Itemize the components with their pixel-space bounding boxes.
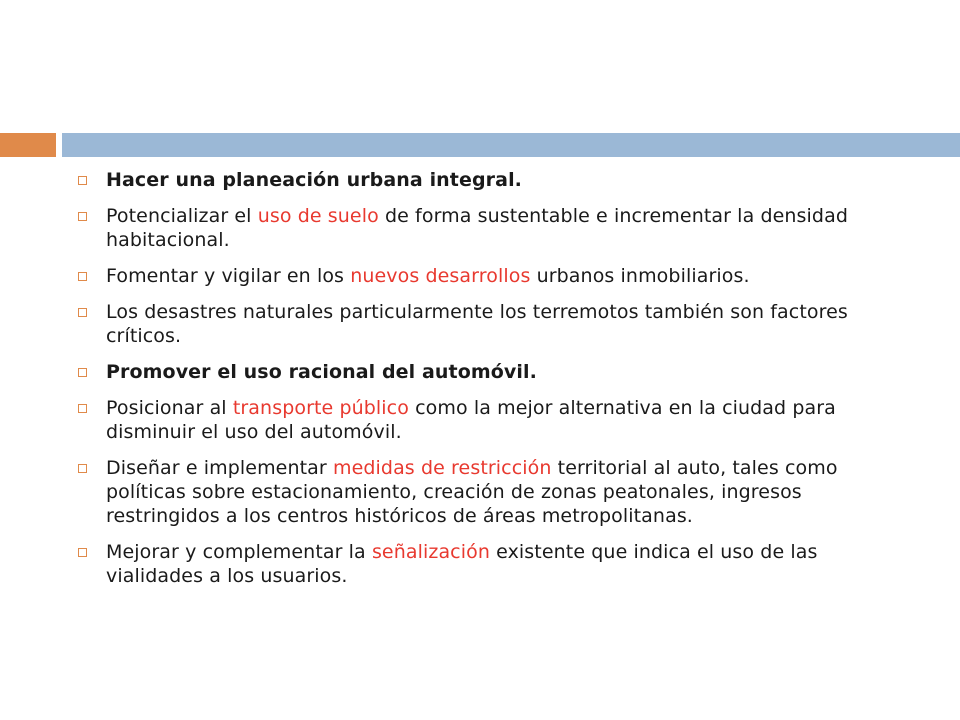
bullet-item bbox=[76, 540, 896, 588]
square-bullet-icon bbox=[78, 368, 87, 377]
bullet-item bbox=[76, 168, 896, 192]
bullet-list bbox=[76, 168, 896, 600]
bullet-text-after: como la mejor alternativa en la ciudad para disminuir el uso del automóvil. bbox=[106, 397, 836, 443]
bullet-item bbox=[76, 396, 896, 444]
square-bullet-icon bbox=[78, 176, 87, 185]
square-bullet-icon bbox=[78, 308, 87, 317]
bullet-text: Los desastres naturales particularmente los terremotos también son factores críticos. bbox=[106, 301, 848, 347]
bullet-text: Posicionar al bbox=[106, 397, 233, 419]
square-bullet-icon bbox=[78, 272, 87, 281]
bullet-text-after: de forma sustentable e incrementar la densidad habitacional. bbox=[106, 205, 848, 251]
bullet-item bbox=[76, 204, 896, 252]
bullet-text: Fomentar y vigilar en los bbox=[106, 265, 351, 287]
bullet-text: Mejorar y complementar la bbox=[106, 541, 372, 563]
bullet-text: Diseñar e implementar bbox=[106, 457, 333, 479]
square-bullet-icon bbox=[78, 464, 87, 473]
bullet-highlight: medidas de restricción bbox=[332, 457, 552, 479]
bullet-highlight: transporte público bbox=[232, 397, 409, 419]
square-bullet-icon bbox=[78, 404, 87, 413]
bullet-highlight: nuevos desarrollos bbox=[350, 265, 531, 287]
bullet-item bbox=[76, 264, 896, 288]
square-bullet-icon bbox=[78, 548, 87, 557]
square-bullet-icon bbox=[78, 212, 87, 221]
bullet-item bbox=[76, 456, 896, 528]
bullet-text: Potencializar el bbox=[106, 205, 258, 227]
bullet-text-after: existente que indica el uso de las vialidades a los usuarios. bbox=[106, 541, 818, 587]
bullet-item bbox=[76, 300, 896, 348]
bullet-text-after: territorial al auto, tales como políticas sobre estacionamiento, creación de zonas peatonales, ingresos restringidos a los centros históricos de áreas metropolitanas. bbox=[106, 457, 838, 527]
bullet-text-after: urbanos inmobiliarios. bbox=[530, 265, 750, 287]
bullet-text: Promover el uso racional del automóvil. bbox=[106, 361, 537, 383]
bullet-highlight: uso de suelo bbox=[257, 205, 379, 227]
bullet-text: Hacer una planeación urbana integral. bbox=[106, 169, 522, 191]
header-accent-bar-blue bbox=[62, 133, 960, 157]
header-accent-bar-orange bbox=[0, 133, 56, 157]
bullet-item bbox=[76, 360, 896, 384]
bullet-highlight: señalización bbox=[371, 541, 490, 563]
